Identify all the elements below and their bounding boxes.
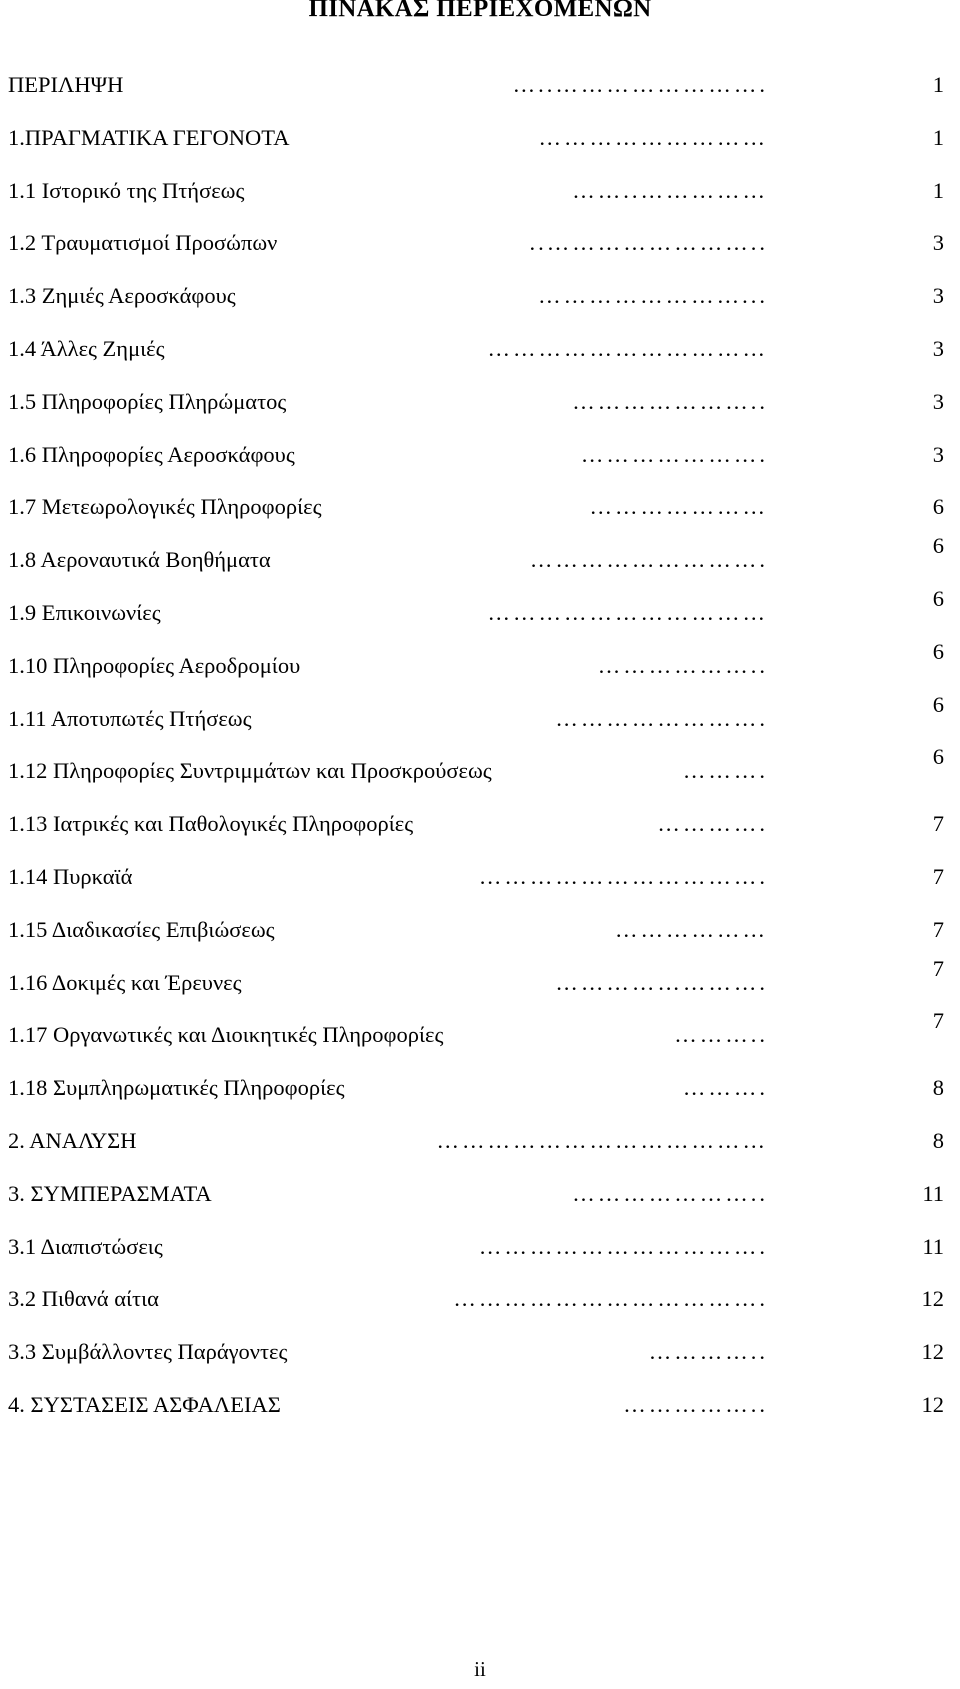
toc-entry-label: 1.1 Ιστορικό της Πτήσεως	[8, 177, 245, 203]
toc-entry-page-number: 1	[932, 124, 944, 150]
toc-entry-label: ΠΕΡΙΛΗΨΗ	[8, 72, 124, 97]
toc-entry-label: 2. ΑΝΑΛΥΣΗ	[8, 1127, 137, 1153]
toc-entry-page-number: 12	[921, 1286, 944, 1312]
toc-entry[interactable]	[8, 438, 952, 491]
toc-entry-label: 4. ΣΥΣΤΑΣΕΙΣ ΑΣΦΑΛΕΙΑΣ	[8, 1391, 281, 1417]
toc-entry-label: 1.13 Ιατρικές και Παθολογικές Πληροφορίες	[8, 811, 414, 837]
dot-leader: ……………………...	[538, 283, 768, 309]
toc-entry-label: 1.3 Ζημιές Αεροσκάφους	[8, 283, 236, 309]
toc-entry[interactable]	[8, 121, 952, 174]
page-title: ΠΙΝΑΚΑΣ ΠΕΡΙΕΧΟΜΕΝΩΝ	[308, 0, 652, 22]
dot-leader: …………………………………	[436, 1127, 768, 1153]
toc-entry[interactable]	[8, 1071, 952, 1124]
dot-leader: ………..	[674, 1022, 768, 1048]
toc-entry-label: 1.9 Επικοινωνίες	[8, 599, 161, 625]
toc-entry[interactable]	[8, 332, 952, 385]
dot-leader: ……….	[682, 1075, 768, 1101]
toc-entry-label: 3. ΣΥΜΠΕΡΑΣΜΑΤΑ	[8, 1180, 212, 1206]
toc-entry[interactable]	[8, 1388, 952, 1441]
toc-entry-page-number: 7	[932, 955, 944, 981]
toc-entry-page-number: 7	[932, 863, 944, 889]
toc-entry-label: 3.2 Πιθανά αίτια	[8, 1286, 159, 1312]
toc-entry-label: 1.15 Διαδικασίες Επιβιώσεως	[8, 916, 275, 942]
dot-leader: …..…………………….	[512, 72, 768, 97]
toc-entry-page-number: 6	[932, 691, 944, 717]
toc-entry-label: 1.18 Συμπληρωματικές Πληροφορίες	[8, 1075, 345, 1101]
toc-entry-page-number: 3	[932, 230, 944, 256]
page-number: ii	[474, 1657, 486, 1681]
dot-leader: …………………..	[572, 1180, 768, 1206]
toc-entry-page-number: 12	[921, 1339, 944, 1365]
table-of-contents	[8, 68, 952, 1441]
toc-entry-label: 1.7 Μετεωρολογικές Πληροφορίες	[8, 494, 322, 520]
toc-entry-page-number: 8	[932, 1075, 944, 1101]
dot-leader: ………………….	[580, 441, 768, 467]
toc-entry[interactable]	[8, 385, 952, 438]
toc-entry-label: 1.5 Πληροφορίες Πληρώματος	[8, 388, 287, 414]
dot-leader: ……………..	[623, 1391, 768, 1417]
toc-entry[interactable]	[8, 1230, 952, 1283]
dot-leader: …………………………….	[478, 863, 768, 889]
toc-entry-page-number: 7	[932, 916, 944, 942]
toc-entry[interactable]	[8, 807, 952, 860]
dot-leader: ………………	[615, 916, 768, 942]
toc-entry-page-number: 6	[932, 494, 944, 520]
toc-entry[interactable]	[8, 1008, 952, 1071]
toc-entry[interactable]	[8, 860, 952, 913]
dot-leader: …………………………….	[478, 1233, 768, 1259]
dot-leader: …………………….	[555, 705, 768, 731]
toc-entry[interactable]	[8, 174, 952, 227]
dot-leader: ……………………………….	[453, 1286, 768, 1312]
toc-entry-label: 3.3 Συμβάλλοντες Παράγοντες	[8, 1339, 288, 1365]
dot-leader: ……………………….	[529, 547, 768, 573]
toc-entry[interactable]	[8, 1282, 952, 1335]
toc-entry[interactable]	[8, 1177, 952, 1230]
toc-entry-label: 1.2 Τραυματισμοί Προσώπων	[8, 230, 278, 256]
dot-leader: …………………..	[572, 388, 768, 414]
toc-entry-page-number: 6	[932, 585, 944, 611]
toc-entry-label: 1.4 Άλλες Ζημιές	[8, 335, 165, 361]
dot-leader: …………………	[589, 494, 768, 520]
toc-entry[interactable]	[8, 490, 952, 543]
dot-leader: …………………….	[555, 969, 768, 995]
toc-entry[interactable]	[8, 638, 952, 702]
toc-entry-page-number: 6	[932, 533, 944, 559]
toc-entry[interactable]	[8, 533, 952, 596]
dot-leader: ………………………	[538, 124, 768, 150]
dot-leader: …………..	[648, 1339, 768, 1365]
toc-entry-label: 1.6 Πληροφορίες Αεροσκάφους	[8, 441, 295, 467]
toc-entry[interactable]	[8, 1124, 952, 1177]
toc-entry-label: 1.12 Πληροφορίες Συντριμμάτων και Προσκρούσεως	[8, 758, 492, 784]
toc-entry-page-number: 8	[932, 1127, 944, 1153]
toc-entry-label: 1.11 Αποτυπωτές Πτήσεως	[8, 705, 252, 731]
toc-entry-page-number: 1	[932, 177, 944, 203]
toc-entry-label: 1.ΠΡΑΓΜΑΤΙΚΑ ΓΕΓΟΝΟΤΑ	[8, 124, 290, 150]
toc-entry-page-number: 6	[932, 744, 944, 770]
toc-entry-page-number: 7	[932, 811, 944, 837]
toc-entry[interactable]	[8, 744, 952, 807]
toc-entry-page-number: 3	[932, 441, 944, 467]
toc-entry[interactable]	[8, 955, 952, 1019]
toc-entry[interactable]	[8, 585, 952, 649]
dot-leader: ……………………………	[487, 335, 768, 361]
toc-entry-page-number: 11	[922, 1180, 944, 1206]
toc-entry-label: 1.8 Αεροναυτικά Βοηθήματα	[8, 547, 271, 573]
toc-entry[interactable]	[8, 1335, 952, 1388]
toc-entry[interactable]	[8, 226, 952, 279]
toc-entry-label: 1.10 Πληροφορίες Αεροδρομίου	[8, 652, 301, 678]
toc-entry-page-number: 12	[921, 1391, 944, 1417]
dot-leader: ………….	[657, 811, 768, 837]
toc-entry-page-number: 1	[932, 72, 944, 97]
dot-leader: ……….	[682, 758, 768, 784]
toc-entry-page-number: 3	[932, 283, 944, 309]
toc-entry[interactable]	[8, 691, 952, 755]
dot-leader: ..……………………..	[529, 230, 768, 256]
toc-entry-page-number: 7	[932, 1008, 944, 1034]
toc-entry[interactable]	[8, 68, 952, 121]
toc-entry-label: 1.14 Πυρκαϊά	[8, 863, 133, 889]
toc-entry-page-number: 3	[932, 335, 944, 361]
dot-leader: ……………………………	[487, 599, 768, 625]
toc-entry[interactable]	[8, 913, 952, 966]
toc-entry-label: 3.1 Διαπιστώσεις	[8, 1233, 163, 1259]
dot-leader: ……..……………	[572, 177, 768, 203]
toc-entry-label: 1.16 Δοκιμές και Έρευνες	[8, 969, 242, 995]
toc-entry-label: 1.17 Οργανωτικές και Διοικητικές Πληροφορίες	[8, 1022, 444, 1048]
toc-entry-page-number: 6	[932, 638, 944, 664]
toc-entry-page-number: 11	[922, 1233, 944, 1259]
toc-entry[interactable]	[8, 279, 952, 332]
dot-leader: ………………..	[597, 652, 768, 678]
toc-entry-page-number: 3	[932, 388, 944, 414]
